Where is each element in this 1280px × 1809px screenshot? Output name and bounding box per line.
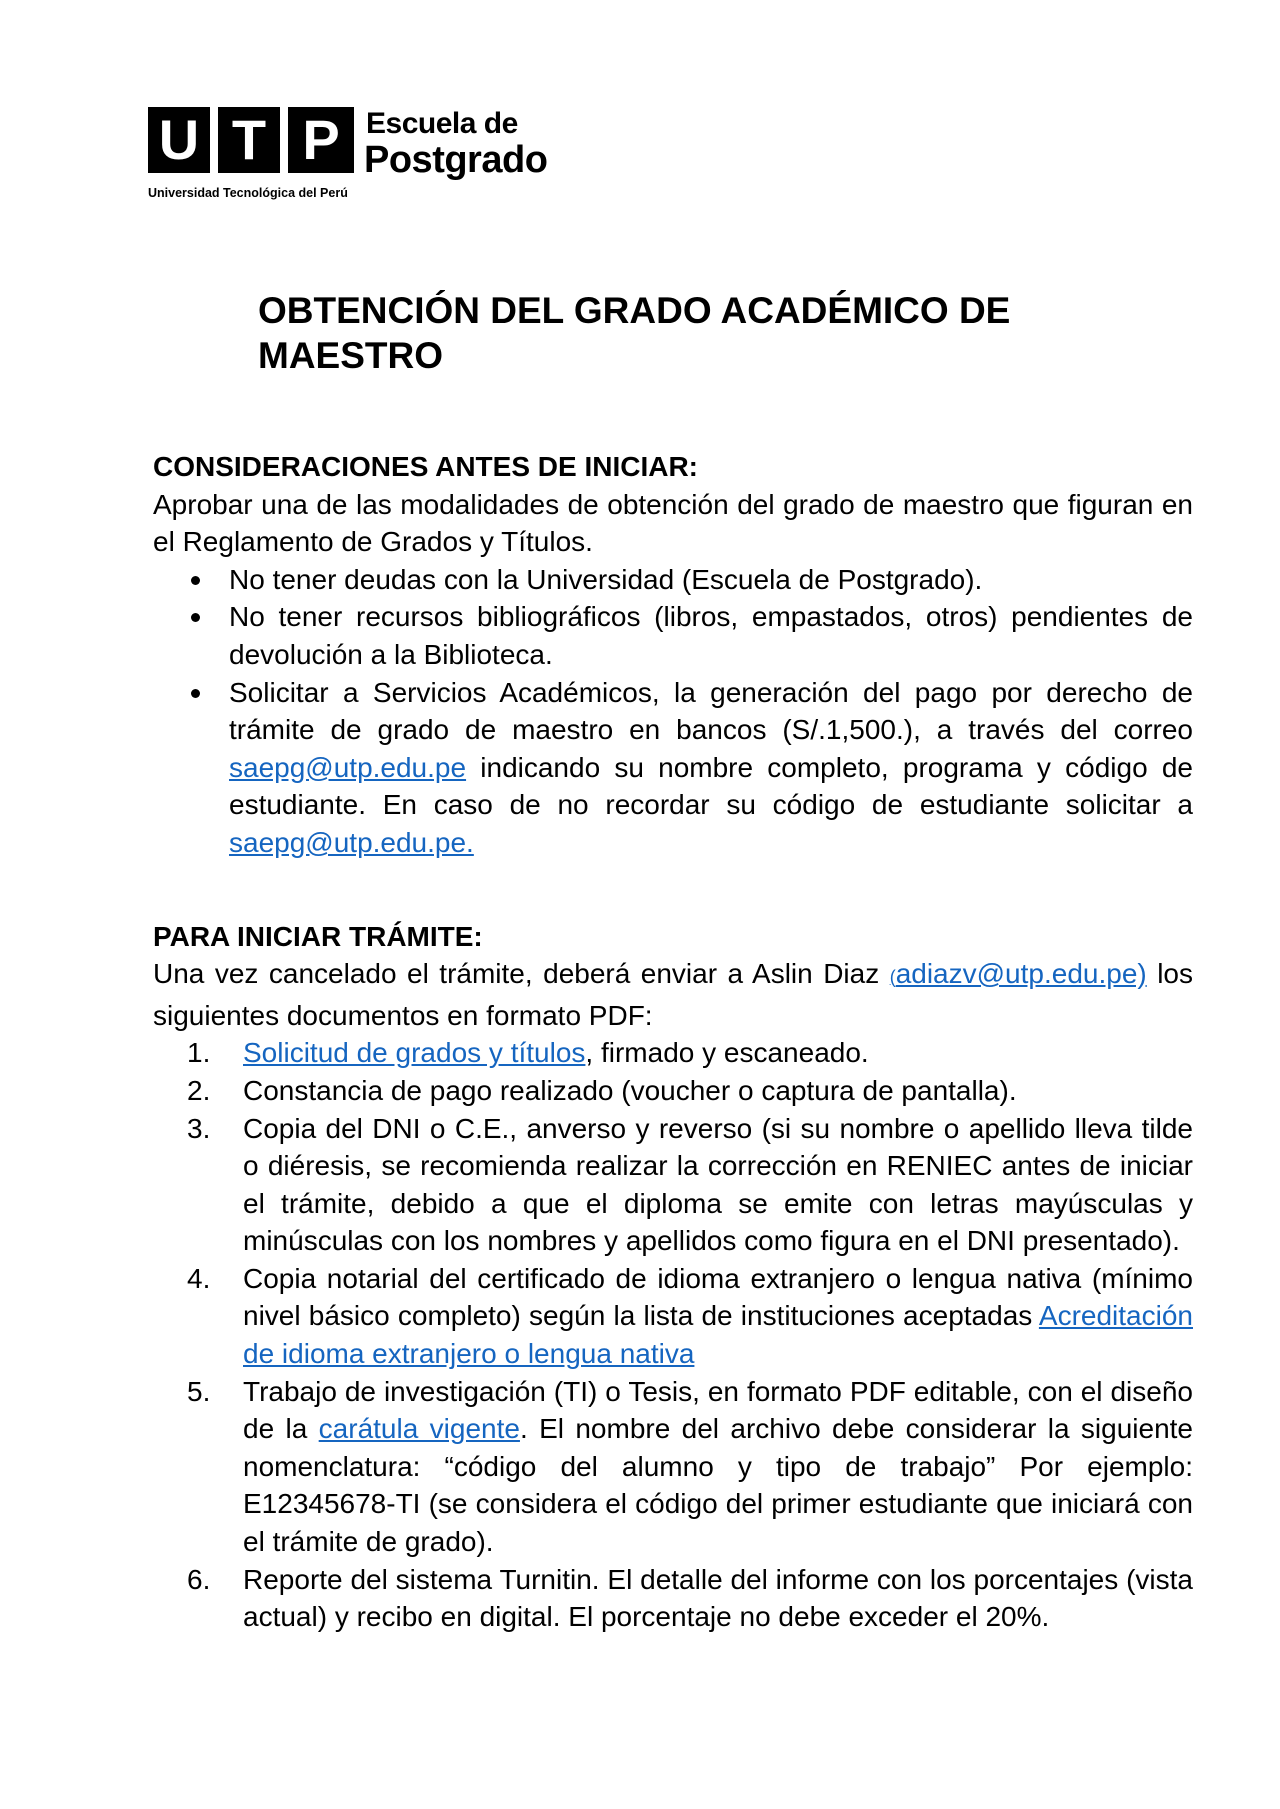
- start-intro: [153, 955, 1193, 1034]
- step-text: Reporte del sistema Turnitin. El detalle del informe con los porcentajes (vista actual) y recibo en digital. El porcentaje no debe exceder el 20%.: [243, 1563, 1193, 1633]
- step-text: . El nombre del archivo debe considerar la siguiente nomenclatura: “código del alumno y tipo de trabajo” Por ejemplo: E12345678-TI (se considera el código del primer estudiante que iniciará con el trámite de grado).: [243, 1413, 1194, 1558]
- bullet-text: No tener deudas con la Universidad (Escuela de Postgrado).: [229, 563, 983, 595]
- language-accreditation-link[interactable]: Acreditación de idioma extranjero o lengua nativa: [243, 1300, 1193, 1370]
- considerations-intro: Aprobar una de las modalidades de obtención del grado de maestro que figuran en el Reglamento de Grados y Títulos.: [153, 488, 1193, 558]
- bullet-icon: [191, 576, 200, 585]
- list-item: [187, 1561, 1193, 1636]
- step-text: Trabajo de investigación (TI) o Tesis, en formato PDF editable, con el diseño de la: [243, 1375, 1193, 1445]
- logo-letter-p: P: [288, 107, 354, 173]
- step-number: 5.: [187, 1375, 211, 1407]
- list-item: [187, 1110, 1193, 1260]
- logo-letter-u: U: [148, 107, 210, 173]
- start-procedure-section: [153, 918, 1193, 1636]
- step-text: Constancia de pago realizado (voucher o captura de pantalla).: [243, 1074, 1017, 1106]
- list-item: [187, 1034, 1193, 1072]
- logo-letter-t: T: [218, 107, 280, 173]
- considerations-heading: CONSIDERACIONES ANTES DE INICIAR:: [153, 451, 699, 482]
- step-number: 3.: [187, 1112, 211, 1144]
- start-intro-text: Una vez cancelado el trámite, deberá enviar a Aslin Diaz: [153, 958, 890, 990]
- step-number: 1.: [187, 1037, 211, 1069]
- considerations-section: [153, 448, 1193, 862]
- page-title: OBTENCIÓN DEL GRADO ACADÉMICO DE MAESTRO: [258, 290, 1011, 376]
- logo-school-line2: Postgrado: [364, 139, 548, 181]
- bullet-icon: [191, 613, 200, 622]
- caratula-link[interactable]: carátula vigente: [318, 1413, 520, 1445]
- list-item: [187, 1260, 1193, 1373]
- list-item: [187, 1373, 1194, 1561]
- step-number: 2.: [187, 1074, 211, 1106]
- step-number: 4.: [187, 1262, 211, 1294]
- bullet-text: Solicitar a Servicios Académicos, la generación del pago por derecho de trámite de grado de maestro en bancos (S/.1,500.), a través del correo: [229, 676, 1193, 746]
- considerations-list: [153, 561, 1193, 862]
- list-item: [187, 1072, 1193, 1110]
- email-link-saepg[interactable]: saepg@utp.edu.pe: [229, 751, 467, 783]
- utp-logo: [148, 107, 568, 203]
- solicitud-link[interactable]: Solicitud de grados y títulos: [243, 1037, 586, 1069]
- intro-paren: (: [889, 967, 896, 988]
- step-text: Copia notarial del certificado de idioma extranjero o lengua nativa (mínimo nivel básico completo) según la lista de instituciones aceptadas: [243, 1262, 1193, 1332]
- bullet-text: indicando su nombre completo, programa y código de estudiante. En caso de no recordar su código de estudiante solicitar a: [229, 751, 1193, 821]
- step-text: Copia del DNI o C.E., anverso y reverso (si su nombre o apellido lleva tilde o diéresis, se recomienda realizar la corrección en RENIEC antes de iniciar el trámite, debido a que el diploma se emite con letras mayúsculas y minúsculas con los nombres y apellidos como figura en el DNI presentado).: [243, 1112, 1193, 1257]
- document-body: [153, 448, 1193, 1636]
- start-intro-text-2: los siguientes documentos en formato PDF:: [153, 958, 1193, 1031]
- email-link-saepg-2[interactable]: saepg@utp.edu.pe.: [229, 826, 474, 858]
- step-text: , firmado y escaneado.: [585, 1037, 869, 1069]
- step-number: 6.: [187, 1563, 211, 1595]
- logo-school-line1: Escuela de: [366, 107, 518, 140]
- bullet-text: No tener recursos bibliográficos (libros, empastados, otros) pendientes de devolución a la Biblioteca.: [229, 601, 1193, 670]
- list-item: [229, 561, 1193, 599]
- logo-university-name: Universidad Tecnológica del Perú: [148, 186, 348, 200]
- requirements-list: [153, 1034, 1193, 1636]
- list-item: [229, 674, 1193, 862]
- email-link-adiazv[interactable]: adiazv@utp.edu.pe): [895, 958, 1147, 990]
- start-heading: PARA INICIAR TRÁMITE:: [153, 920, 483, 952]
- bullet-icon: [191, 689, 200, 698]
- list-item: [229, 598, 1193, 673]
